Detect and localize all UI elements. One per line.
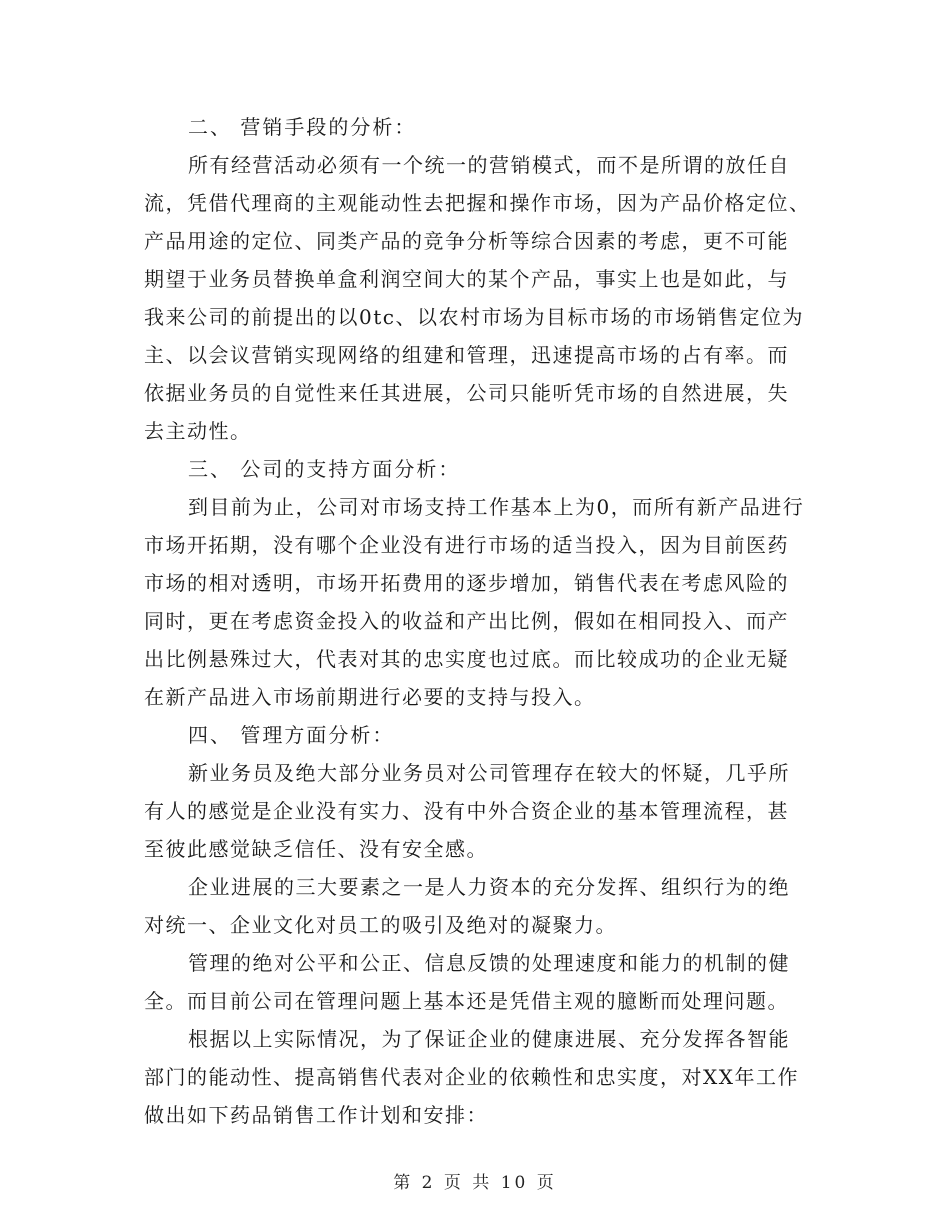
paragraph-line: 做出如下药品销售工作计划和安排： [144,1103,488,1127]
paragraph-line: 在新产品进入市场前期进行必要的支持与投入。 [144,685,596,709]
paragraph-line: 企业进展的三大要素之一是人力资本的充分发挥、组织行为的绝 [188,875,790,899]
paragraph-line: 产品用途的定位、同类产品的竞争分析等综合因素的考虑，更不可能 [144,229,789,253]
paragraph-line: 依据业务员的自觉性来任其进展，公司只能听凭市场的自然进展，失 [144,381,789,405]
paragraph-line: 同时，更在考虑资金投入的收益和产出比例，假如在相同投入、而产 [144,609,789,633]
section-heading-support: 三、 公司的支持方面分析： [188,457,461,481]
paragraph-line: 管理的绝对公平和公正、信息反馈的处理速度和能力的机制的健 [188,951,790,975]
paragraph-line: 我来公司的前提出的以0tc、以农村市场为目标市场的市场销售定位为 [144,305,804,329]
section-heading-management: 四、 管理方面分析： [188,723,395,747]
paragraph-line: 市场的相对透明，市场开拓费用的逐步增加，销售代表在考虑风险的 [144,571,789,595]
paragraph-line: 至彼此感觉缺乏信任、没有安全感。 [144,837,488,861]
paragraph-line: 流，凭借代理商的主观能动性去把握和操作市场，因为产品价格定位、 [144,191,811,215]
section-heading-marketing: 二、 营销手段的分析： [188,115,417,139]
paragraph-line: 出比例悬殊过大，代表对其的忠实度也过底。而比较成功的企业无疑 [144,647,789,671]
paragraph-line: 市场开拓期，没有哪个企业没有进行市场的适当投入，因为目前医药 [144,533,789,557]
paragraph-line: 新业务员及绝大部分业务员对公司管理存在较大的怀疑，几乎所 [188,761,790,785]
paragraph-line: 期望于业务员替换单盒利润空间大的某个产品，事实上也是如此，与 [144,267,789,291]
paragraph-line: 主、以会议营销实现网络的组建和管理，迅速提高市场的占有率。而 [144,343,789,367]
paragraph-line: 去主动性。 [144,419,252,443]
paragraph-line: 部门的能动性、提高销售代表对企业的依赖性和忠实度，对XX年工作 [144,1065,799,1089]
paragraph-line: 有人的感觉是企业没有实力、没有中外合资企业的基本管理流程，甚 [144,799,789,823]
paragraph-line: 全。而目前公司在管理问题上基本还是凭借主观的臆断而处理问题。 [144,989,789,1013]
paragraph-line: 根据以上实际情况，为了保证企业的健康进展、充分发挥各智能 [188,1027,790,1051]
paragraph-line: 对统一、企业文化对员工的吸引及绝对的凝聚力。 [144,913,617,937]
paragraph-line: 所有经营活动必须有一个统一的营销模式，而不是所谓的放任自 [188,153,790,177]
paragraph-line: 到目前为止，公司对市场支持工作基本上为0，而所有新产品进行 [188,495,805,519]
page-number-footer: 第 2 页 共 10 页 [393,1173,557,1193]
